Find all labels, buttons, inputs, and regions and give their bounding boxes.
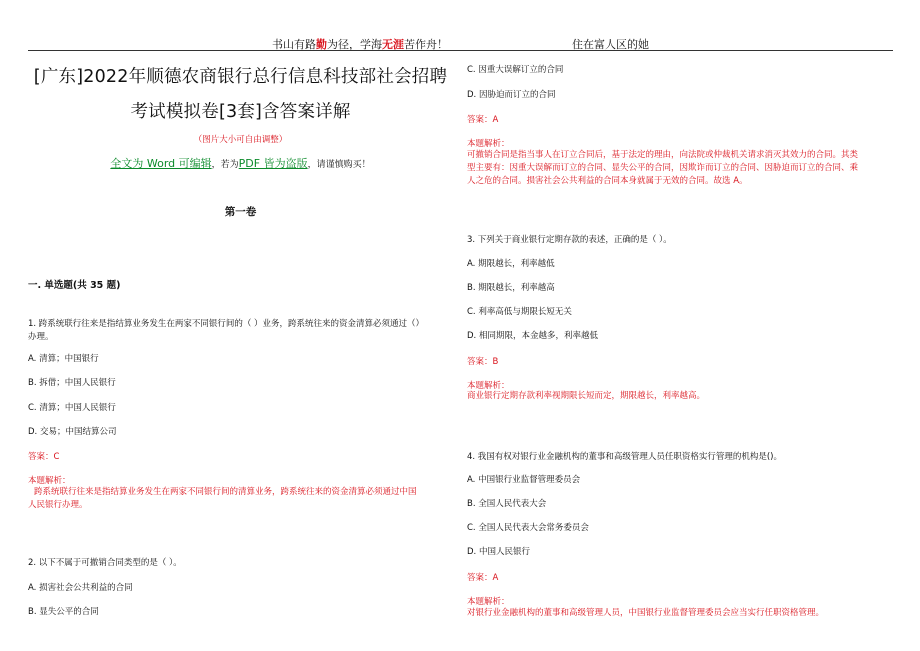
q2-analysis-line: 人之危的合同。损害社会公共利益的合同本身就属于无效的合同。故选 A。 [467, 176, 748, 186]
q1-stem-line: 1. 跨系统联行往来是指结算业务发生在两家不同银行间的（ ）业务，跨系统往来的资金清算必须通过（） [28, 319, 425, 329]
q4-answer: 答案：A [467, 573, 499, 583]
q2-analysis-label: 本题解析： [467, 139, 510, 149]
q1-option-b: B. 拆借；中国人民银行 [28, 378, 116, 388]
promo-note [28, 155, 453, 171]
q2-answer: 答案：A [467, 115, 499, 125]
q3-answer: 答案：B [467, 357, 499, 367]
section-heading: 一. 单选题(共 35 题) [28, 280, 121, 291]
q1-analysis-line: 跨系统联行往来是指结算业务发生在两家不同银行间的清算业务，跨系统往来的资金清算必须通过中国 [34, 487, 417, 497]
q3-option-d: D. 相同期限，本金越多，利率越低 [467, 331, 598, 341]
q1-option-a: A. 清算；中国银行 [28, 354, 99, 364]
q2-analysis [467, 149, 897, 188]
q4-option-a: A. 中国银行业监督管理委员会 [467, 475, 581, 485]
q3-option-a: A. 期限越长，利率越低 [467, 259, 555, 269]
q2-option-b: B. 显失公平的合同 [28, 607, 99, 617]
q1-stem [28, 318, 458, 344]
header-author: 住在富人区的她 [572, 38, 649, 51]
promo-part-2: ，若为 [211, 160, 239, 170]
promo-part-4: ，请谨慎购买！ [307, 160, 371, 170]
q3-stem: 3. 下列关于商业银行定期存款的表述，正确的是（ ）。 [467, 235, 672, 245]
document-title [28, 60, 453, 130]
q1-option-c: C. 清算；中国人民银行 [28, 403, 116, 413]
header-divider [28, 50, 893, 51]
slogan-part-3: 为径，学海 [327, 38, 382, 51]
q2-option-a: A. 损害社会公共利益的合同 [28, 583, 133, 593]
promo-pdf-warning: PDF 皆为盗版 [238, 157, 308, 170]
q2-option-c: C. 因重大误解订立的合同 [467, 65, 564, 75]
q3-option-b: B. 期限越长，利率越高 [467, 283, 555, 293]
q3-option-c: C. 利率高低与期限长短无关 [467, 307, 572, 317]
q4-analysis-label: 本题解析： [467, 597, 510, 607]
q2-option-d: D. 因胁迫而订立的合同 [467, 90, 556, 100]
q3-analysis-line: 商业银行定期存款利率视期限长短而定，期限越长，利率越高。 [467, 391, 706, 401]
q3-analysis [467, 390, 897, 403]
q1-analysis-line: 人民银行办理。 [28, 500, 88, 510]
slogan-part-4: 无涯 [382, 38, 404, 51]
slogan-part-5: 苦作舟！ [404, 38, 448, 51]
q1-option-d: D. 交易；中国结算公司 [28, 427, 117, 437]
q1-stem-line: 办理。 [28, 332, 54, 342]
q1-answer: 答案：C [28, 452, 60, 462]
q4-analysis-line: 对银行业金融机构的董事和高级管理人员，中国银行业监督管理委员会应当实行任职资格管理。 [467, 608, 825, 618]
q4-option-b: B. 全国人民代表大会 [467, 499, 547, 509]
slogan-part-1: 书山有路 [272, 38, 316, 51]
q2-analysis-line: 可撤销合同是指当事人在订立合同后，基于法定的理由，向法院或仲裁机关请求消灭其效力的合同。其类 [467, 150, 859, 160]
q2-stem: 2. 以下不属于可撤销合同类型的是（ ）。 [28, 558, 182, 568]
q4-stem: 4. 我国有权对银行业金融机构的董事和高级管理人员任职资格实行管理的机构是()。 [467, 452, 782, 462]
volume-heading: 第一卷 [224, 206, 257, 218]
q3-analysis-label: 本题解析： [467, 381, 510, 391]
q4-analysis [467, 607, 897, 620]
promo-word-editable: 全文为 Word 可编辑 [110, 157, 212, 170]
title-line-2: 考试模拟卷[3套]含答案详解 [130, 102, 351, 122]
q1-analysis-label: 本题解析： [28, 476, 71, 486]
q1-analysis [28, 486, 458, 512]
slogan-part-2: 勤 [316, 38, 327, 51]
title-line-1: [广东]2022年顺德农商银行总行信息科技部社会招聘 [33, 67, 448, 87]
document-subtitle: （图片大小可自由调整） [193, 135, 288, 145]
q2-analysis-line: 型主要有：因重大误解而订立的合同、显失公平的合同，因欺诈而订立的合同、因胁迫而订立的合同、乘 [467, 163, 859, 173]
q4-option-c: C. 全国人民代表大会常务委员会 [467, 523, 589, 533]
q4-option-d: D. 中国人民银行 [467, 547, 530, 557]
